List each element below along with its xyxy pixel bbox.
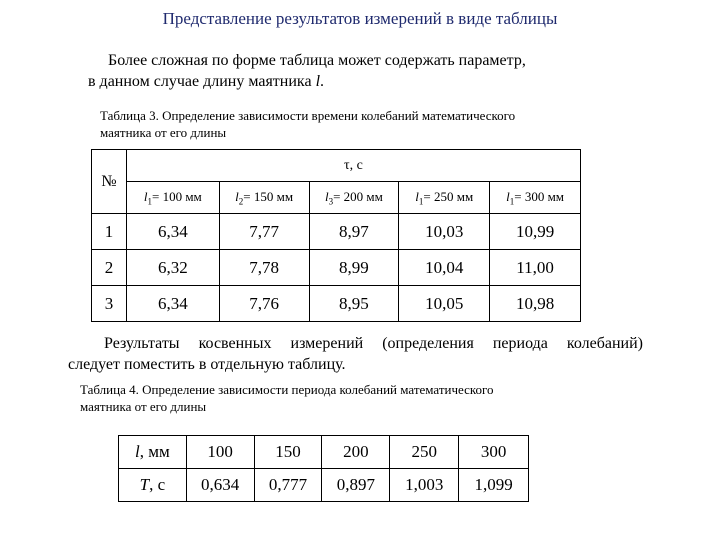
- table3-cell: 6,34: [126, 286, 219, 322]
- page-title: Представление результатов измерений в виде таблицы: [162, 9, 558, 28]
- table4-cell: 250: [390, 436, 459, 469]
- table3-row-num: 1: [92, 214, 127, 250]
- table3-cell: 10,03: [399, 214, 490, 250]
- table3-caption: [100, 107, 515, 141]
- table-row: [92, 214, 581, 250]
- table-row: [92, 286, 581, 322]
- table3-cell: 8,99: [309, 250, 399, 286]
- table-row: [119, 436, 529, 469]
- table3-cell: 7,77: [219, 214, 309, 250]
- table3-col-header: $l_2= 150$ мм: [219, 182, 309, 214]
- table3-caption-line-2: маятника от его длины: [100, 125, 227, 140]
- results-paragraph: [68, 333, 643, 375]
- table-row: [119, 469, 529, 502]
- table4-cell: 150: [254, 436, 322, 469]
- table3-caption-line-1: Таблица 3. Определение зависимости времени колебаний математического: [100, 108, 516, 123]
- table4-caption-line-1: Таблица 4. Определение зависимости периода колебаний математического: [80, 382, 494, 397]
- table3-cell: 8,97: [309, 214, 399, 250]
- table3-cell: 10,05: [399, 286, 490, 322]
- results-line-2: следует поместить в отдельную таблицу.: [68, 356, 346, 373]
- table-row: [92, 250, 581, 286]
- results-line-1: Результаты косвенных измерений (определения периода колебаний): [104, 335, 643, 352]
- table3-group-header: τ, с: [126, 150, 580, 182]
- intro-paragraph: [88, 50, 608, 92]
- table3-col-header: $l_1= 100$ мм: [126, 182, 219, 214]
- table4-caption-line-2: маятника от его длины: [80, 399, 207, 414]
- table3-cell: 11,00: [490, 250, 581, 286]
- table4-cell: 0,634: [186, 469, 254, 502]
- table4-cell: 200: [322, 436, 390, 469]
- table3-col-header: $l_3= 200$ мм: [309, 182, 399, 214]
- intro-line-2: [88, 71, 608, 92]
- table4-cell: 0,777: [254, 469, 322, 502]
- table4-cell: 1,099: [459, 469, 529, 502]
- table3-cell: 6,34: [126, 214, 219, 250]
- table3-col-header: $l_1= 300$ мм: [490, 182, 581, 214]
- intro-line-2-prefix: в данном случае длину маятника: [88, 73, 316, 90]
- intro-line-2-var: l: [315, 73, 321, 90]
- table3-cell: 10,99: [490, 214, 581, 250]
- table3-num-header: №: [92, 150, 127, 214]
- table4: [118, 435, 529, 502]
- table3-row-num: 2: [92, 250, 127, 286]
- table4-caption: [80, 381, 494, 415]
- table3: [91, 149, 581, 322]
- intro-line-1: Более сложная по форме таблица может содержать параметр,: [108, 52, 526, 69]
- table4-cell: 0,897: [322, 469, 390, 502]
- table3-cell: 8,95: [309, 286, 399, 322]
- table3-col-header: $l_1= 250$ мм: [399, 182, 490, 214]
- intro-line-2-suffix: .: [320, 73, 325, 90]
- table3-cell: 10,98: [490, 286, 581, 322]
- table3-row-num: 3: [92, 286, 127, 322]
- table3-cell: 6,32: [126, 250, 219, 286]
- table3-cell: 7,78: [219, 250, 309, 286]
- table3-cell: 10,04: [399, 250, 490, 286]
- table3-cell: 7,76: [219, 286, 309, 322]
- table4-cell: 1,003: [390, 469, 459, 502]
- table4-cell: 100: [186, 436, 254, 469]
- table4-cell: 300: [459, 436, 529, 469]
- table4-row-label: T, с: [119, 469, 187, 502]
- table4-row-label: l, мм: [119, 436, 187, 469]
